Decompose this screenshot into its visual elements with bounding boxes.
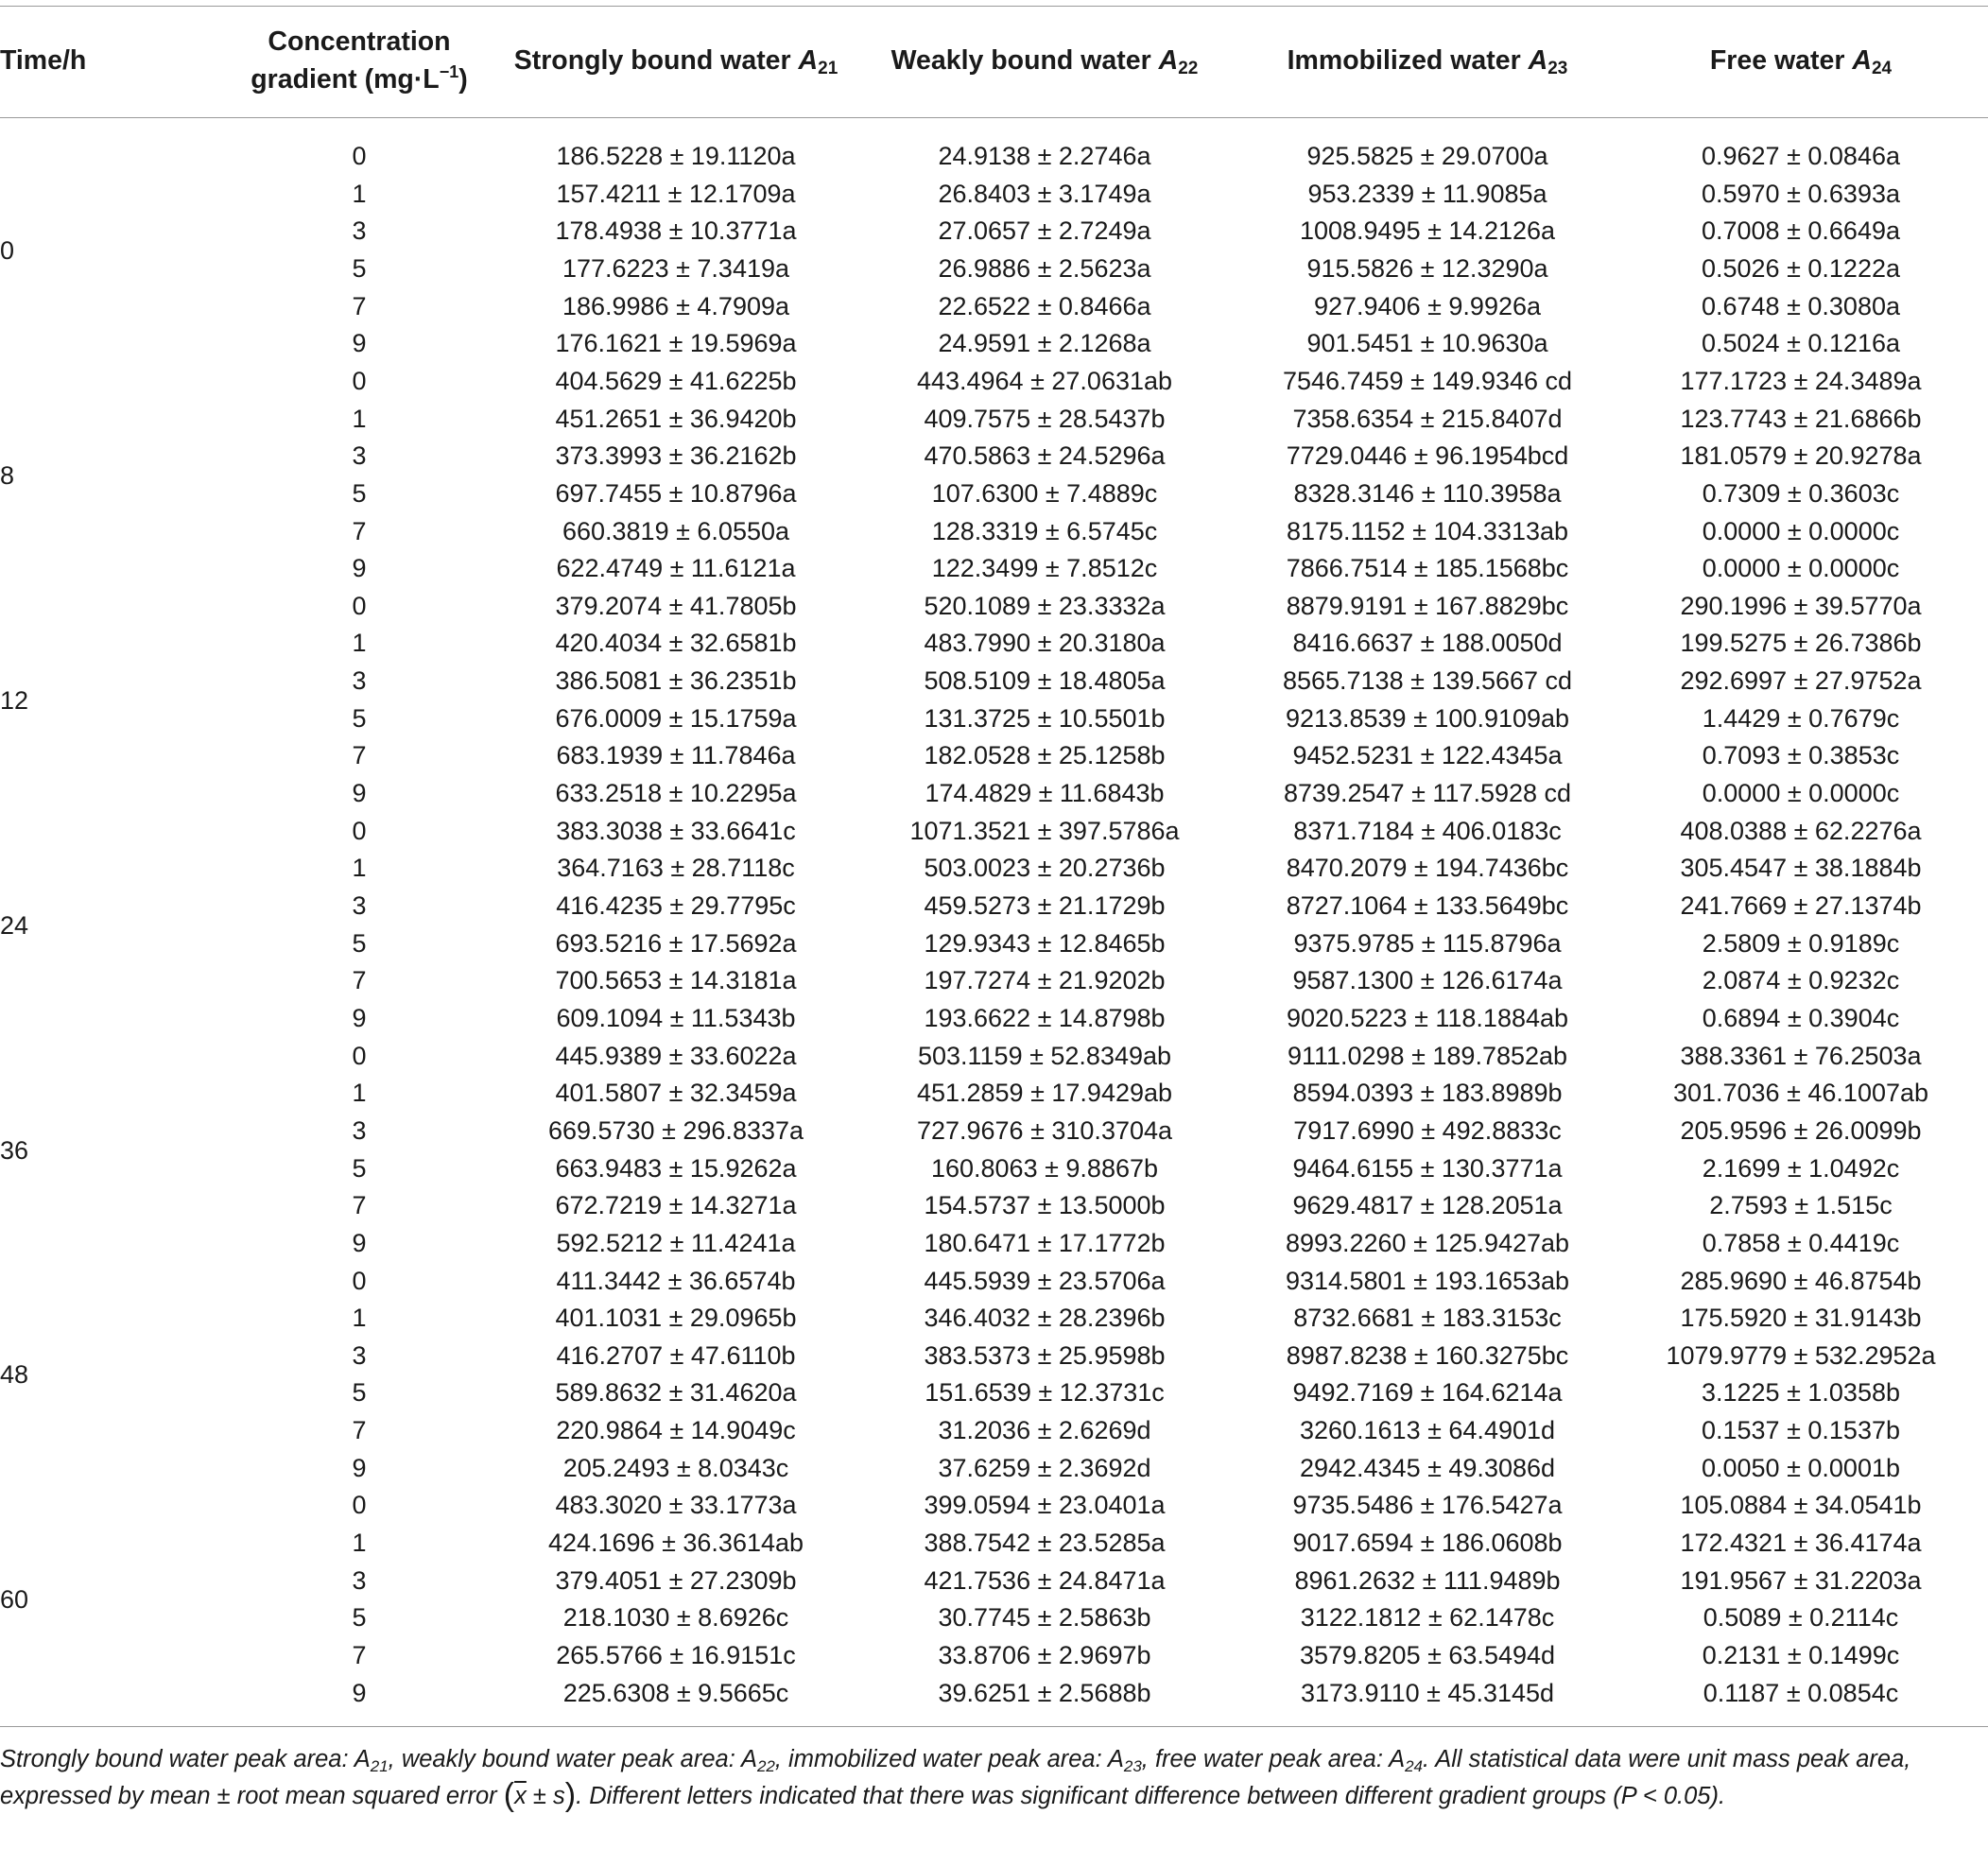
cell-strongly-bound: 205.2493 ± 8.0343c [562,1453,789,1482]
table-row [0,1000,1988,1038]
cell-weakly-bound: 26.9886 ± 2.5623a [938,253,1151,283]
cell-strongly-bound: 660.3819 ± 6.0550a [562,516,790,545]
cell-concentration: 0 [352,142,367,170]
table-row [0,888,1988,925]
cell-concentration: 7 [352,291,367,320]
cell-immobilized: 9213.8539 ± 100.9109ab [1285,703,1570,733]
cell-immobilized: 8727.1064 ± 133.5649bc [1286,891,1569,920]
cell-concentration: 0 [352,816,367,845]
cell-concentration: 5 [352,1378,367,1408]
cell-free-water: 0.6894 ± 0.3904c [1702,1003,1900,1032]
cell-free-water: 0.5970 ± 0.6393a [1701,179,1900,208]
cell-free-water: 1079.9779 ± 532.2952a [1666,1340,1936,1370]
cell-immobilized: 9017.6594 ± 186.0608b [1292,1529,1563,1558]
cell-free-water: 2.0874 ± 0.9232c [1702,966,1900,995]
cell-weakly-bound: 451.2859 ± 17.9429ab [916,1079,1173,1108]
table-row [0,325,1988,363]
table-row [0,176,1988,214]
cell-concentration: 0 [352,366,367,395]
cell-concentration: 5 [352,1603,367,1633]
cell-strongly-bound: 700.5653 ± 14.3181a [555,966,797,995]
table-bottom-rule [0,1726,1988,1727]
cell-weakly-bound: 154.5737 ± 13.5000b [924,1191,1166,1220]
cell-concentration: 0 [352,1266,367,1295]
table-row [0,700,1988,738]
cell-weakly-bound: 174.4829 ± 11.6843b [925,779,1165,808]
cell-strongly-bound: 401.5807 ± 32.3459a [555,1079,797,1108]
table-row [0,213,1988,251]
table-row [0,1187,1988,1225]
cell-strongly-bound: 379.2074 ± 41.7805b [555,591,797,620]
cell-free-water: 0.2131 ± 0.1499c [1702,1641,1900,1669]
cell-strongly-bound: 411.3442 ± 36.6574b [556,1266,796,1295]
table-footnote: Strongly bound water peak area: $A_{21}$, weakly bound water peak area: $A_{22}$, immobilized water peak area: $A_{23}$, free water peak area: $A_{24}$. All statistical data were unit mass peak area, expressed by mean ± root mean squared error $(\overline{x} \pm s)$. Different letters indicated that there was significant difference between different gradient groups (P < 0.05). [0,1746,1911,1813]
cell-concentration: 0 [352,1041,367,1070]
cell-immobilized: 7729.0446 ± 96.1954bcd [1286,441,1569,471]
cell-free-water: 0.1537 ± 0.1537b [1701,1416,1900,1445]
time-group-label: 8 [0,460,15,490]
cell-immobilized: 8993.2260 ± 125.9427ab [1285,1228,1570,1257]
cell-strongly-bound: 420.4034 ± 32.6581b [555,629,797,658]
cell-concentration: 7 [352,1416,367,1445]
cell-weakly-bound: 470.5863 ± 24.5296a [924,441,1166,471]
cell-free-water: 205.9596 ± 26.0099b [1680,1115,1922,1145]
cell-strongly-bound: 186.9986 ± 4.7909a [562,291,790,320]
table-row [0,1450,1988,1488]
cell-strongly-bound: 220.9864 ± 14.9049c [556,1416,796,1445]
header-bottom-rule [0,117,1988,118]
table-row [0,475,1988,513]
cell-strongly-bound: 669.5730 ± 296.8337a [547,1115,804,1145]
cell-strongly-bound: 676.0009 ± 15.1759a [555,703,797,733]
cell-immobilized: 7866.7514 ± 185.1568bc [1286,554,1569,583]
cell-weakly-bound: 520.1089 ± 23.3332a [924,591,1166,620]
cell-concentration: 1 [352,179,367,208]
cell-weakly-bound: 31.2036 ± 2.6269d [938,1416,1151,1445]
cell-immobilized: 8371.7184 ± 406.0183c [1293,816,1562,845]
cell-concentration: 9 [352,1678,367,1707]
header-time: Time/h [0,45,87,76]
cell-weakly-bound: 33.8706 ± 2.9697b [938,1641,1151,1669]
table-row [0,513,1988,551]
cell-immobilized: 8416.6637 ± 188.0050d [1292,629,1563,658]
cell-weakly-bound: 1071.3521 ± 397.5786a [909,816,1180,845]
cell-immobilized: 8175.1152 ± 104.3313ab [1286,516,1569,545]
cell-free-water: 2.5809 ± 0.9189c [1702,928,1900,958]
cell-strongly-bound: 364.7163 ± 28.7118c [557,854,795,883]
cell-free-water: 177.1723 ± 24.3489a [1680,366,1922,395]
table-row [0,850,1988,888]
cell-immobilized: 9587.1300 ± 126.6174a [1292,966,1563,995]
cell-concentration: 3 [352,216,367,246]
table-row [0,588,1988,626]
cell-weakly-bound: 24.9591 ± 2.1268a [938,329,1151,358]
cell-strongly-bound: 683.1939 ± 11.7846a [556,741,796,770]
cell-free-water: 0.0000 ± 0.0000c [1702,554,1900,583]
cell-immobilized: 3122.1812 ± 62.1478c [1300,1603,1555,1633]
cell-immobilized: 953.2339 ± 11.9085a [1307,179,1547,208]
cell-weakly-bound: 503.0023 ± 20.2736b [924,854,1166,883]
cell-strongly-bound: 176.1621 ± 19.5969a [555,329,797,358]
cell-weakly-bound: 39.6251 ± 2.5688b [938,1678,1151,1707]
cell-concentration: 9 [352,1003,367,1032]
cell-free-water: 285.9690 ± 46.8754b [1680,1266,1922,1295]
cell-free-water: 0.9627 ± 0.0846a [1701,142,1900,170]
table-row [0,363,1988,401]
table-row [0,1225,1988,1263]
cell-free-water: 0.7093 ± 0.3853c [1702,741,1900,770]
cell-free-water: 0.7858 ± 0.4419c [1702,1228,1900,1257]
cell-strongly-bound: 663.9483 ± 15.9262a [555,1153,797,1183]
cell-free-water: 1.4429 ± 0.7679c [1702,703,1900,733]
cell-weakly-bound: 727.9676 ± 310.3704a [916,1115,1173,1145]
table-row [0,1113,1988,1150]
cell-free-water: 0.5024 ± 0.1216a [1701,329,1900,358]
cell-strongly-bound: 483.3020 ± 33.1773a [555,1491,797,1520]
cell-free-water: 241.7669 ± 27.1374b [1680,891,1922,920]
table-row [0,737,1988,775]
cell-strongly-bound: 383.3038 ± 33.6641c [556,816,796,845]
cell-weakly-bound: 27.0657 ± 2.7249a [938,216,1151,246]
table-row [0,138,1988,176]
cell-free-water: 0.7008 ± 0.6649a [1701,216,1900,246]
table-row [0,1338,1988,1375]
cell-strongly-bound: 404.5629 ± 41.6225b [555,366,797,395]
cell-free-water: 191.9567 ± 31.2203a [1680,1565,1922,1595]
cell-free-water: 388.3361 ± 76.2503a [1680,1041,1922,1070]
cell-strongly-bound: 693.5216 ± 17.5692a [555,928,797,958]
cell-concentration: 5 [352,478,367,508]
time-group-label: 36 [0,1135,29,1165]
cell-concentration: 5 [352,703,367,733]
cell-concentration: 7 [352,516,367,545]
table-row [0,251,1988,288]
cell-weakly-bound: 409.7575 ± 28.5437b [924,404,1166,433]
cell-free-water: 305.4547 ± 38.1884b [1680,854,1922,883]
cell-free-water: 0.7309 ± 0.3603c [1702,478,1900,508]
cell-weakly-bound: 129.9343 ± 12.8465b [924,928,1166,958]
cell-strongly-bound: 157.4211 ± 12.1709a [556,179,796,208]
cell-strongly-bound: 225.6308 ± 9.5665c [562,1678,789,1707]
cell-concentration: 9 [352,329,367,358]
time-group-label: 60 [0,1585,29,1615]
cell-immobilized: 8987.8238 ± 160.3275bc [1286,1340,1569,1370]
cell-strongly-bound: 445.9389 ± 33.6022a [555,1041,797,1070]
cell-immobilized: 9735.5486 ± 176.5427a [1292,1491,1563,1520]
cell-weakly-bound: 160.8063 ± 9.8867b [930,1153,1159,1183]
table-row [0,1412,1988,1450]
cell-immobilized: 8739.2547 ± 117.5928 cd [1283,779,1572,808]
cell-concentration: 9 [352,554,367,583]
cell-immobilized: 2942.4345 ± 49.3086d [1299,1453,1556,1482]
cell-concentration: 0 [352,1491,367,1520]
cell-weakly-bound: 180.6471 ± 17.1772b [924,1228,1166,1257]
cell-strongly-bound: 416.4235 ± 29.7795c [556,891,796,920]
cell-concentration: 3 [352,891,367,920]
cell-concentration: 9 [352,1453,367,1482]
cell-concentration: 1 [352,1079,367,1108]
cell-weakly-bound: 508.5109 ± 18.4805a [924,666,1166,696]
cell-weakly-bound: 197.7274 ± 21.9202b [924,966,1166,995]
cell-immobilized: 3260.1613 ± 64.4901d [1299,1416,1556,1445]
cell-weakly-bound: 26.8403 ± 3.1749a [938,179,1151,208]
cell-immobilized: 7917.6990 ± 492.8833c [1293,1115,1562,1145]
cell-strongly-bound: 265.5766 ± 16.9151c [556,1641,796,1669]
cell-strongly-bound: 609.1094 ± 11.5343b [556,1003,796,1032]
cell-concentration: 1 [352,1304,367,1333]
cell-concentration: 0 [352,591,367,620]
cell-concentration: 3 [352,666,367,696]
table-row [0,438,1988,475]
cell-concentration: 7 [352,966,367,995]
cell-free-water: 0.6748 ± 0.3080a [1701,291,1900,320]
table-row [0,1038,1988,1076]
cell-weakly-bound: 182.0528 ± 25.1258b [924,741,1166,770]
table-row [0,1150,1988,1188]
cell-free-water: 3.1225 ± 1.0358b [1701,1378,1900,1408]
cell-immobilized: 9452.5231 ± 122.4345a [1292,741,1563,770]
cell-weakly-bound: 37.6259 ± 2.3692d [938,1453,1151,1482]
cell-concentration: 1 [352,404,367,433]
cell-weakly-bound: 107.6300 ± 7.4889c [931,478,1158,508]
cell-immobilized: 927.9406 ± 9.9926a [1313,291,1542,320]
table-row [0,775,1988,813]
cell-immobilized: 915.5826 ± 12.3290a [1306,253,1548,283]
cell-strongly-bound: 622.4749 ± 11.6121a [556,554,796,583]
time-group-label: 12 [0,685,29,715]
cell-immobilized: 8594.0393 ± 183.8989b [1292,1079,1563,1108]
table-row [0,1374,1988,1412]
cell-strongly-bound: 633.2518 ± 10.2295a [555,779,797,808]
cell-immobilized: 9492.7169 ± 164.6214a [1292,1378,1563,1408]
cell-weakly-bound: 445.5939 ± 23.5706a [924,1266,1166,1295]
cell-immobilized: 8732.6681 ± 183.3153c [1293,1304,1562,1333]
cell-strongly-bound: 416.2707 ± 47.6110b [556,1340,796,1370]
cell-immobilized: 8565.7138 ± 139.5667 cd [1282,666,1573,696]
header-strongly-bound-water: Strongly bound water $A_{21}$ [513,45,838,78]
cell-immobilized: 7358.6354 ± 215.8407d [1292,404,1563,433]
table-row [0,663,1988,700]
cell-immobilized: 925.5825 ± 29.0700a [1306,142,1548,170]
cell-strongly-bound: 672.7219 ± 14.3271a [555,1191,797,1220]
table-row [0,550,1988,588]
cell-immobilized: 8879.9191 ± 167.8829bc [1286,591,1569,620]
cell-immobilized: 9020.5223 ± 118.1884ab [1286,1003,1569,1032]
cell-immobilized: 8328.3146 ± 110.3958a [1293,478,1562,508]
cell-free-water: 0.0000 ± 0.0000c [1702,779,1900,808]
cell-weakly-bound: 346.4032 ± 28.2396b [924,1304,1166,1333]
cell-free-water: 0.5026 ± 0.1222a [1701,253,1900,283]
cell-immobilized: 9111.0298 ± 189.7852ab [1287,1041,1568,1070]
header-free-water: Free water $A_{24}$ [1709,45,1893,78]
cell-concentration: 3 [352,1565,367,1595]
cell-weakly-bound: 503.1159 ± 52.8349ab [917,1041,1172,1070]
cell-concentration: 3 [352,1115,367,1145]
cell-immobilized: 3173.9110 ± 45.3145d [1300,1678,1555,1707]
cell-weakly-bound: 151.6539 ± 12.3731c [925,1378,1165,1408]
cell-free-water: 199.5275 ± 26.7386b [1680,629,1922,658]
cell-immobilized: 901.5451 ± 10.9630a [1306,329,1548,358]
cell-concentration: 5 [352,253,367,283]
cell-concentration: 1 [352,1529,367,1558]
table-row [0,1675,1988,1713]
cell-strongly-bound: 186.5228 ± 19.1120a [556,142,796,170]
cell-immobilized: 7546.7459 ± 149.9346 cd [1282,366,1573,395]
cell-strongly-bound: 451.2651 ± 36.9420b [555,404,797,433]
cell-free-water: 2.7593 ± 1.515c [1709,1191,1893,1220]
cell-concentration: 3 [352,441,367,471]
cell-free-water: 0.1187 ± 0.0854c [1703,1678,1899,1707]
cell-concentration: 5 [352,1153,367,1183]
table-row [0,1525,1988,1563]
table-row [0,1563,1988,1600]
cell-free-water: 292.6997 ± 27.9752a [1680,666,1922,696]
cell-concentration: 9 [352,1228,367,1257]
cell-concentration: 7 [352,741,367,770]
cell-free-water: 123.7743 ± 21.6866b [1680,404,1922,433]
table-row [0,1263,1988,1301]
cell-concentration: 1 [352,629,367,658]
cell-immobilized: 9629.4817 ± 128.2051a [1292,1191,1563,1220]
cell-weakly-bound: 24.9138 ± 2.2746a [938,142,1151,170]
cell-weakly-bound: 383.5373 ± 25.9598b [924,1340,1166,1370]
cell-immobilized: 3579.8205 ± 63.5494d [1299,1641,1556,1669]
table-row [0,1300,1988,1338]
cell-strongly-bound: 424.1696 ± 36.3614ab [547,1529,804,1558]
cell-free-water: 2.1699 ± 1.0492c [1702,1153,1900,1183]
cell-free-water: 105.0884 ± 34.0541b [1680,1491,1922,1520]
cell-strongly-bound: 697.7455 ± 10.8796a [555,478,797,508]
cell-free-water: 301.7036 ± 46.1007ab [1672,1079,1929,1108]
cell-strongly-bound: 373.3993 ± 36.2162b [555,441,797,471]
table-row [0,1599,1988,1637]
cell-immobilized: 8961.2632 ± 111.9489b [1294,1565,1561,1595]
cell-free-water: 175.5920 ± 31.9143b [1680,1304,1922,1333]
cell-free-water: 172.4321 ± 36.4174a [1680,1529,1922,1558]
time-group-label: 24 [0,910,29,940]
cell-immobilized: 1008.9495 ± 14.2126a [1299,216,1556,246]
cell-weakly-bound: 122.3499 ± 7.8512c [931,554,1158,583]
cell-free-water: 408.0388 ± 62.2276a [1680,816,1922,845]
cell-concentration: 7 [352,1191,367,1220]
cell-weakly-bound: 399.0594 ± 23.0401a [924,1491,1166,1520]
header-weakly-bound-water: Weakly bound water $A_{22}$ [890,45,1199,78]
cell-weakly-bound: 483.7990 ± 20.3180a [924,629,1166,658]
cell-strongly-bound: 178.4938 ± 10.3771a [555,216,797,246]
cell-strongly-bound: 592.5212 ± 11.4241a [556,1228,796,1257]
time-group-label: 48 [0,1360,29,1390]
header-immobilized-water: Immobilized water $A_{23}$ [1287,45,1568,78]
cell-weakly-bound: 22.6522 ± 0.8466a [938,291,1151,320]
table-row [0,401,1988,439]
cell-weakly-bound: 443.4964 ± 27.0631ab [916,366,1173,395]
table-row [0,1075,1988,1113]
cell-immobilized: 8470.2079 ± 194.7436bc [1286,854,1569,883]
cell-weakly-bound: 388.7542 ± 23.5285a [924,1529,1166,1558]
cell-immobilized: 9314.5801 ± 193.1653ab [1285,1266,1570,1295]
table-row [0,925,1988,963]
table-row [0,813,1988,851]
cell-immobilized: 9464.6155 ± 130.3771a [1292,1153,1563,1183]
cell-strongly-bound: 177.6223 ± 7.3419a [562,253,790,283]
cell-concentration: 7 [352,1641,367,1669]
cell-concentration: 1 [352,854,367,883]
cell-weakly-bound: 193.6622 ± 14.8798b [924,1003,1166,1032]
table-row [0,1487,1988,1525]
header-concentration: Concentration gradient $(mg\cdot L^{-1})$ [251,26,468,95]
cell-weakly-bound: 128.3319 ± 6.5745c [931,516,1158,545]
cell-concentration: 3 [352,1340,367,1370]
table-row [0,288,1988,326]
cell-strongly-bound: 218.1030 ± 8.6926c [562,1603,789,1633]
cell-strongly-bound: 386.5081 ± 36.2351b [555,666,797,696]
table-row [0,625,1988,663]
table-row [0,1637,1988,1675]
table-row [0,962,1988,1000]
cell-free-water: 0.5089 ± 0.2114c [1703,1603,1899,1633]
cell-concentration: 5 [352,928,367,958]
cell-strongly-bound: 379.4051 ± 27.2309b [555,1565,797,1595]
table-top-rule [0,6,1988,7]
cell-strongly-bound: 401.1031 ± 29.0965b [555,1304,797,1333]
cell-weakly-bound: 131.3725 ± 10.5501b [924,703,1166,733]
cell-concentration: 9 [352,779,367,808]
cell-free-water: 290.1996 ± 39.5770a [1680,591,1922,620]
cell-immobilized: 9375.9785 ± 115.8796a [1293,928,1562,958]
cell-free-water: 0.0050 ± 0.0001b [1701,1453,1900,1482]
cell-weakly-bound: 421.7536 ± 24.8471a [924,1565,1166,1595]
cell-weakly-bound: 459.5273 ± 21.1729b [924,891,1166,920]
time-group-label: 0 [0,235,15,265]
cell-strongly-bound: 589.8632 ± 31.4620a [555,1378,797,1408]
cell-free-water: 0.0000 ± 0.0000c [1702,516,1900,545]
cell-free-water: 181.0579 ± 20.9278a [1680,441,1922,471]
cell-weakly-bound: 30.7745 ± 2.5863b [938,1603,1151,1633]
